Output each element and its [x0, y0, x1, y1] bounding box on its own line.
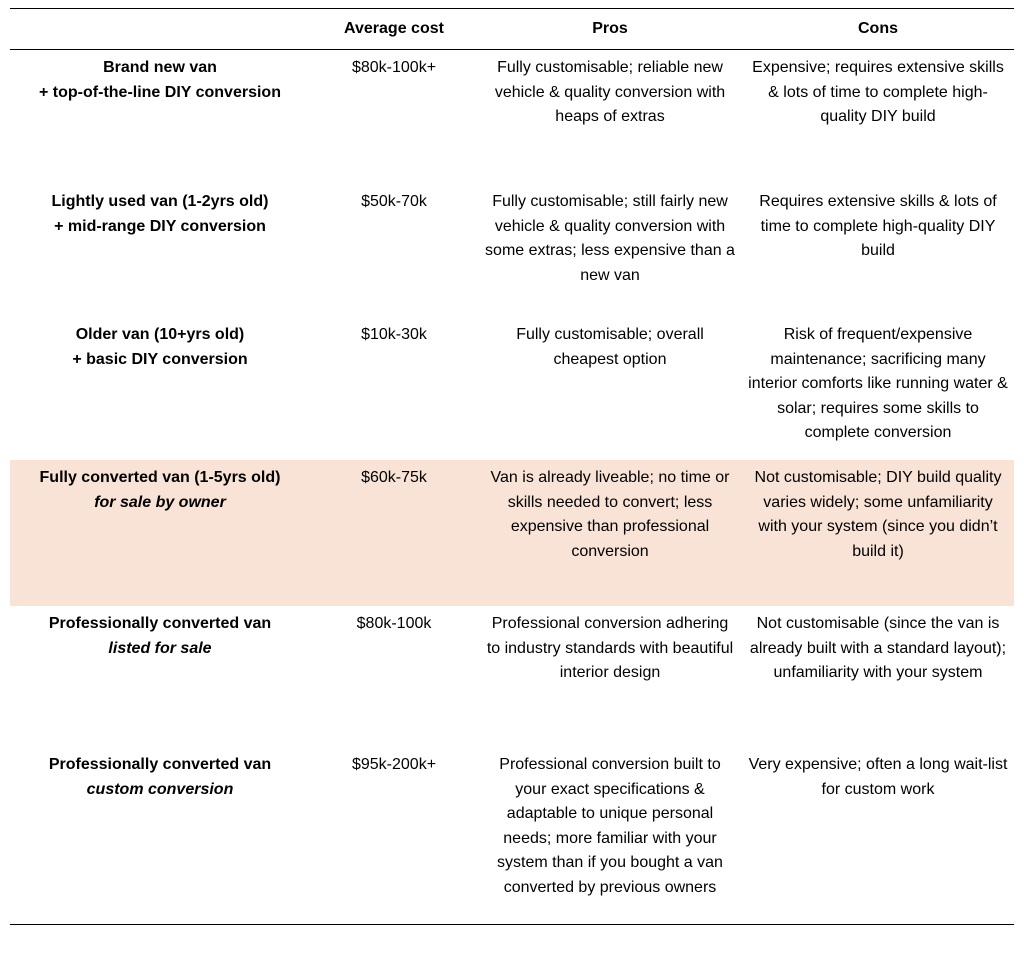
- pros-cell: Fully customisable; still fairly new vehicle & quality conversion with some extras; less expensive than a new van: [485, 193, 735, 284]
- pros-cell: Fully customisable; overall cheapest option: [516, 326, 704, 368]
- header-cons: Cons: [742, 9, 1014, 50]
- table-row: [10, 606, 1014, 747]
- cons-cell: Expensive; requires extensive skills & lots of time to complete high-quality DIY build: [752, 59, 1004, 125]
- average-cost-cell: $95k-200k+: [310, 747, 478, 925]
- option-title: Professionally converted van: [48, 756, 272, 773]
- option-subtitle: + mid-range DIY conversion: [54, 217, 266, 235]
- cons-cell: Risk of frequent/expensive maintenance; sacrificing many interior comforts like running water & solar; requires some skills to complete conversion: [748, 326, 1008, 441]
- header-option: [10, 9, 310, 50]
- option-subtitle: + top-of-the-line DIY conversion: [39, 83, 281, 101]
- option-subtitle: for sale by owner: [94, 493, 226, 511]
- option-label-cell: [10, 606, 310, 747]
- option-title: Brand new van: [103, 59, 217, 76]
- option-subtitle: custom conversion: [86, 780, 234, 798]
- option-title: Older van (10+yrs old): [75, 326, 245, 343]
- cons-cell: Not customisable (since the van is already built with a standard layout); unfamiliarity with your system: [749, 615, 1007, 681]
- header-average-cost: Average cost: [310, 9, 478, 50]
- option-title: Fully converted van (1-5yrs old): [39, 469, 281, 486]
- cons-cell: Requires extensive skills & lots of time to complete high-quality DIY build: [759, 193, 997, 259]
- average-cost-cell: $80k-100k+: [351, 59, 437, 76]
- average-cost-cell: $60k-75k: [310, 460, 478, 606]
- cons-cell: Not customisable; DIY build quality varies widely; some unfamiliarity with your system (since you didn’t build it): [742, 460, 1014, 606]
- option-subtitle: listed for sale: [108, 639, 212, 657]
- option-label-cell: [10, 184, 310, 317]
- pros-cell: Professional conversion built to your exact specifications & adaptable to unique personal needs; more familiar with your system than if you bought a van converted by previous owners: [478, 747, 742, 925]
- option-title: Professionally converted van: [48, 615, 272, 632]
- header-pros: Pros: [478, 9, 742, 50]
- option-label-cell: [10, 317, 310, 460]
- option-label-cell: [10, 747, 310, 925]
- average-cost-cell: $50k-70k: [361, 193, 427, 210]
- pros-cell: Fully customisable; reliable new vehicle & quality conversion with heaps of extras: [494, 59, 726, 125]
- comparison-table-wrapper: [10, 8, 1014, 925]
- table-row: [10, 184, 1014, 317]
- option-title: Lightly used van (1-2yrs old): [51, 193, 269, 210]
- average-cost-cell: $80k-100k: [356, 615, 432, 632]
- option-label-cell: [10, 50, 310, 185]
- option-label-cell: [10, 460, 310, 606]
- table-row: [10, 317, 1014, 460]
- table-header-row: [10, 9, 1014, 50]
- van-options-comparison-table: [10, 8, 1014, 925]
- average-cost-cell: $10k-30k: [361, 326, 427, 343]
- option-subtitle: + basic DIY conversion: [72, 350, 248, 368]
- cons-cell: Very expensive; often a long wait-list for custom work: [742, 747, 1014, 925]
- pros-cell: Van is already liveable; no time or skills needed to convert; less expensive than professional conversion: [478, 460, 742, 606]
- table-row-highlighted: [10, 460, 1014, 606]
- table-row: [10, 50, 1014, 185]
- pros-cell: Professional conversion adhering to industry standards with beautiful interior design: [486, 615, 734, 681]
- table-row: [10, 747, 1014, 925]
